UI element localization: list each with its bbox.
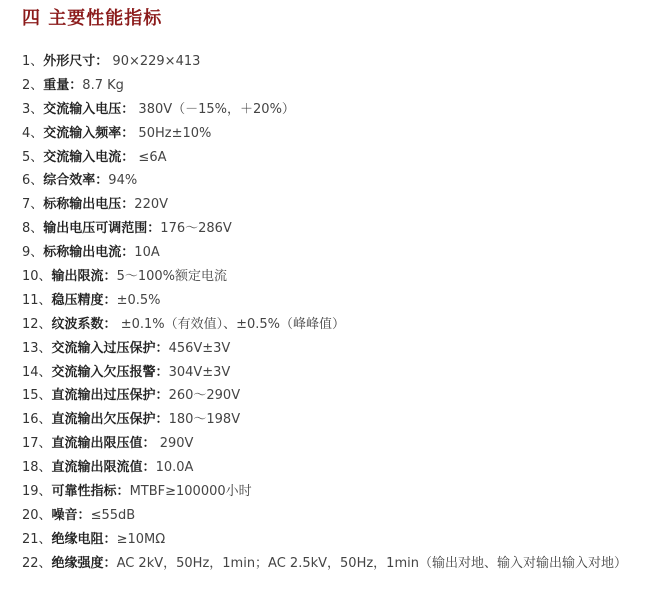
spec-item: [22, 122, 642, 146]
spec-number: 9、: [22, 245, 44, 261]
spec-number: 22、: [22, 555, 52, 571]
spec-item: [22, 50, 642, 74]
spec-label: 交流输入频率：: [43, 125, 135, 141]
spec-label: 直流输出限流值：: [51, 460, 156, 476]
spec-item: [22, 217, 642, 241]
spec-value: 456V±3V: [168, 340, 231, 356]
spec-item: [22, 408, 642, 432]
spec-value: ±0.5%: [116, 292, 161, 308]
spec-label: 稳压精度：: [51, 292, 117, 308]
spec-label: 输出限流：: [51, 269, 117, 285]
spec-item: [22, 552, 642, 576]
section-heading: 四 主要性能指标: [22, 8, 163, 29]
spec-value: 8.7 Kg: [82, 77, 124, 93]
spec-label: 标称输出电流：: [43, 245, 135, 261]
spec-item: [22, 504, 642, 528]
spec-label: 外形尺寸：: [43, 54, 109, 69]
spec-value: 94%: [108, 173, 138, 189]
spec-number: 18、: [22, 460, 52, 476]
spec-label: 标称输出电压：: [43, 197, 135, 213]
spec-value: 5～100%额定电流: [116, 269, 227, 285]
spec-label: 噪音：: [51, 507, 91, 523]
spec-number: 2、: [22, 77, 44, 93]
spec-value: 176～286V: [160, 221, 232, 237]
spec-label: 交流输入欠压报警：: [51, 364, 169, 380]
spec-item: [22, 456, 642, 480]
spec-item: [22, 528, 642, 552]
spec-label: 纹波系数：: [51, 316, 117, 332]
spec-value: 220V: [134, 197, 169, 213]
spec-label: 输出电压可调范围：: [43, 221, 161, 237]
spec-item: [22, 337, 642, 361]
spec-number: 8、: [22, 221, 44, 237]
spec-value: 380V（－15%，＋20%）: [134, 101, 295, 117]
spec-number: 21、: [22, 531, 52, 547]
spec-value: ≤6A: [134, 149, 167, 165]
spec-label: 直流输出限压值：: [51, 436, 156, 452]
spec-number: 4、: [22, 125, 44, 141]
spec-value: 304V±3V: [168, 364, 231, 380]
spec-number: 10、: [22, 269, 52, 285]
spec-item: [22, 289, 642, 313]
spec-label: 直流输出欠压保护：: [51, 412, 169, 428]
spec-number: 3、: [22, 101, 44, 117]
spec-value: 50Hz±10%: [134, 125, 212, 141]
spec-value: 10.0A: [155, 460, 194, 476]
spec-number: 16、: [22, 412, 52, 428]
spec-value: ≥10MΩ: [116, 531, 166, 547]
spec-item: [22, 193, 642, 217]
spec-label: 综合效率：: [43, 173, 109, 189]
spec-number: 17、: [22, 436, 52, 452]
spec-label: 交流输入过压保护：: [51, 340, 169, 356]
spec-item: [22, 361, 642, 385]
spec-item: [22, 146, 642, 170]
spec-list: [22, 50, 642, 576]
spec-label: 交流输入电压：: [43, 101, 135, 117]
spec-item: [22, 98, 642, 122]
spec-value: 290V: [155, 436, 194, 452]
spec-number: 12、: [22, 316, 52, 332]
spec-value: 180～198V: [168, 412, 241, 428]
spec-item: [22, 480, 642, 504]
spec-item: [22, 265, 642, 289]
spec-item: [22, 384, 642, 408]
spec-label: 绝缘电阻：: [51, 531, 117, 547]
spec-number: 5、: [22, 149, 44, 165]
spec-label: 绝缘强度：: [51, 555, 117, 571]
spec-number: 14、: [22, 364, 52, 380]
spec-value: MTBF≥100000小时: [129, 484, 252, 500]
spec-number: 13、: [22, 340, 52, 356]
spec-value: 260～290V: [168, 388, 241, 404]
spec-number: 11、: [22, 292, 52, 308]
spec-item: [22, 74, 642, 98]
spec-item: [22, 169, 642, 193]
spec-value: 10A: [134, 245, 160, 261]
spec-item: [22, 432, 642, 456]
spec-number: 20、: [22, 507, 52, 523]
spec-number: 19、: [22, 484, 52, 500]
spec-value: AC 2kV，50Hz，1min；AC 2.5kV，50Hz，1min（输出对地、输入对输出输入对地）: [116, 555, 627, 571]
spec-label: 交流输入电流：: [43, 149, 135, 165]
spec-label: 直流输出过压保护：: [51, 388, 169, 404]
spec-value: ≤55dB: [90, 507, 136, 523]
spec-value: ±0.1%（有效值）、±0.5%（峰峰值）: [116, 316, 346, 332]
spec-number: 15、: [22, 388, 52, 404]
spec-number: 7、: [22, 197, 44, 213]
spec-number: 6、: [22, 173, 44, 189]
spec-label: 重量：: [43, 77, 83, 93]
spec-item: [22, 313, 642, 337]
spec-value: 90×229×413: [108, 54, 201, 69]
spec-number: 1、: [22, 54, 44, 69]
spec-label: 可靠性指标：: [51, 484, 130, 500]
spec-item: [22, 241, 642, 265]
